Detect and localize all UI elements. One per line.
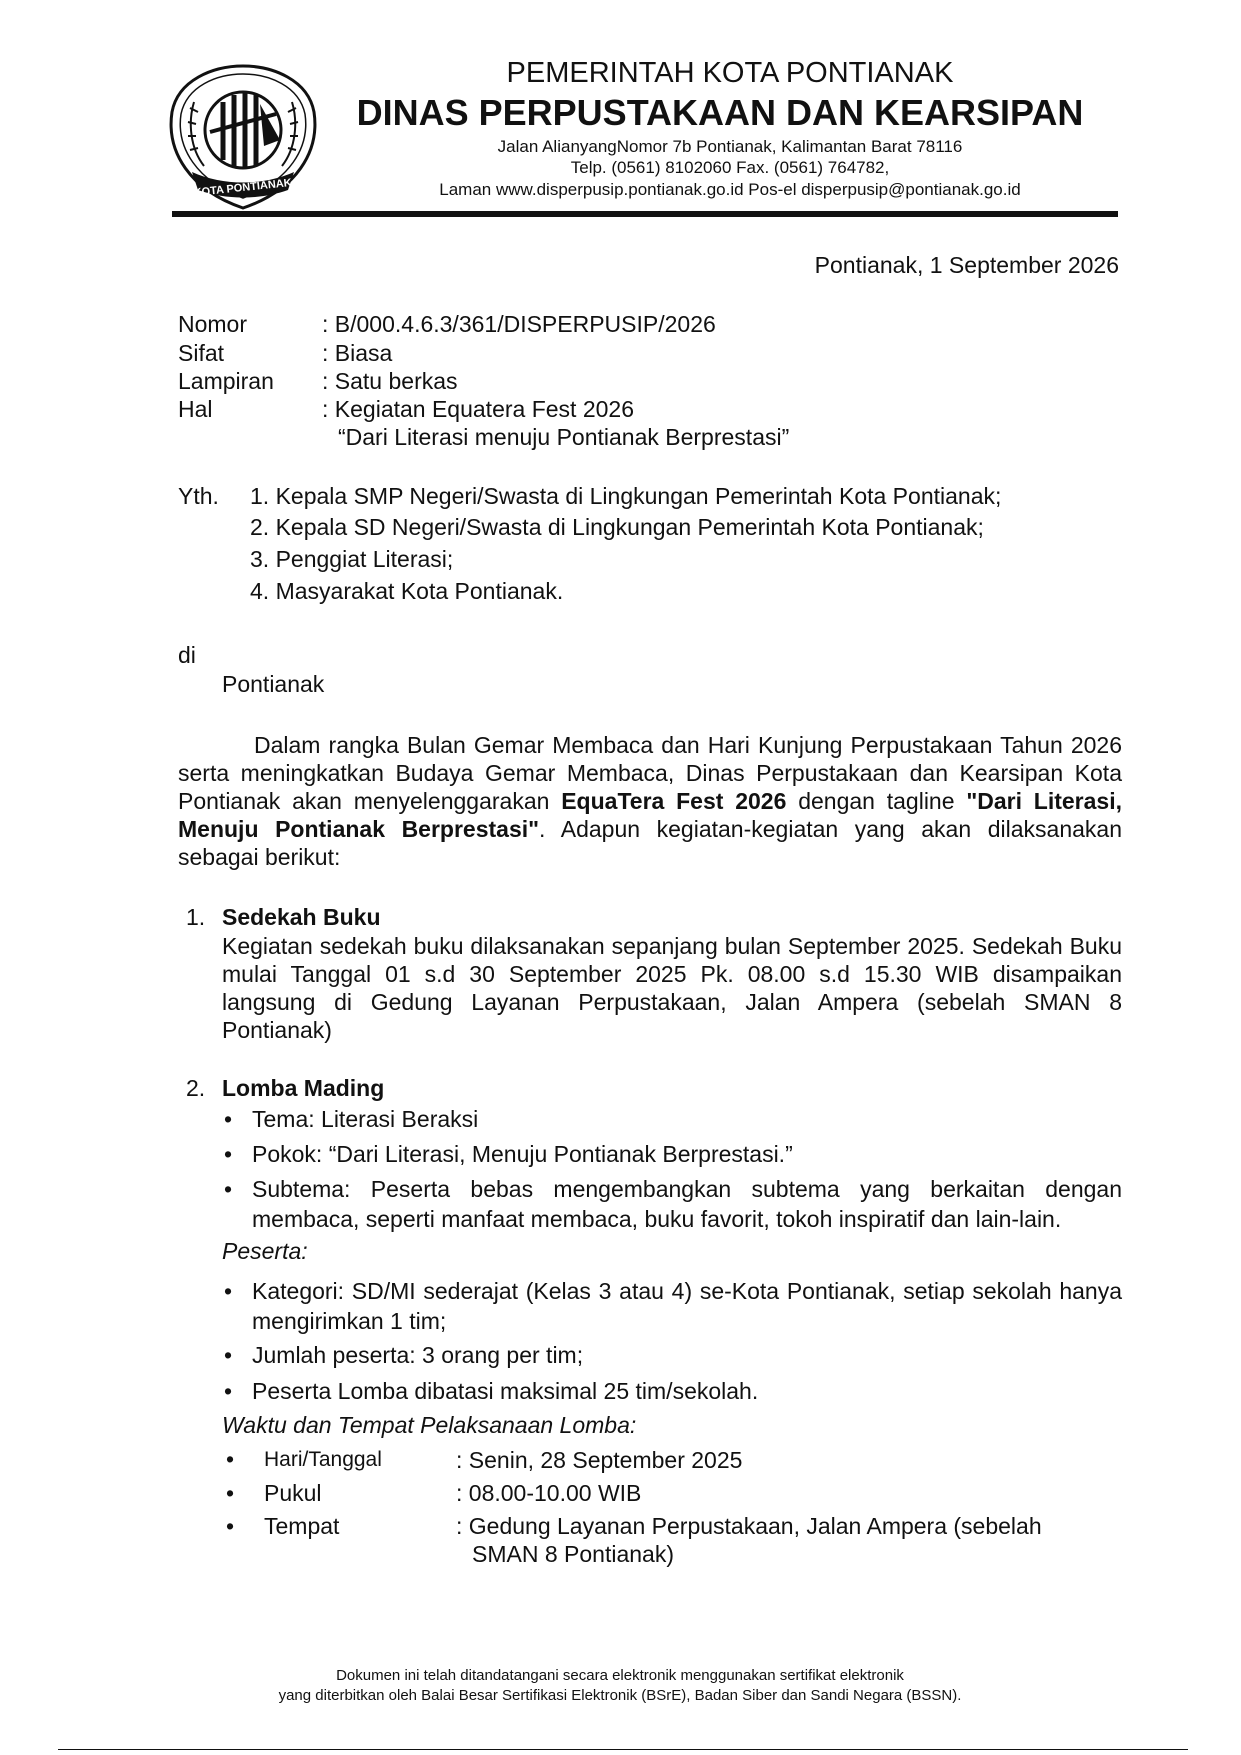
section-body: Kegiatan sedekah buku dilaksanakan sepanjang bulan September 2025. Sedekah Buku mulai Tanggal 01 s.d 30 September 2025 Pk. 08.00 s.d 15.30 WIB disampaikan langsung di Gedung Layanan Perpustakaan, Jalan Ampera (sebelah SMAN 8 Pontianak) [222, 933, 1122, 1043]
peserta-heading: Peserta: [222, 1238, 308, 1264]
waktu-value-tempat-cont: SMAN 8 Pontianak) [472, 1541, 674, 1567]
government-name: PEMERINTAH KOTA PONTIANAK [506, 57, 954, 89]
section-title: Sedekah Buku [222, 904, 381, 930]
esign-notice-line2: yang diterbitkan oleh Balai Besar Sertifikasi Elektronik (BSrE), Badan Siber dan Sandi Negara (BSSN). [278, 1687, 962, 1704]
waktu-label-pukul: Pukul [264, 1480, 322, 1506]
waktu-heading: Waktu dan Tempat Pelaksanaan Lomba: [222, 1412, 637, 1438]
meta-value-hal: : Kegiatan Equatera Fest 2026 [322, 396, 634, 422]
waktu-value-tempat: : Gedung Layanan Perpustakaan, Jalan Ampera (sebelah [456, 1513, 1042, 1539]
waktu-label-tempat: Tempat [264, 1513, 340, 1539]
waktu-value-hari: : Senin, 28 September 2025 [456, 1447, 743, 1473]
event-name: EquaTera Fest 2026 [561, 788, 787, 814]
meta-label-nomor: Nomor [178, 311, 248, 337]
place-date: Pontianak, 1 September 2026 [814, 252, 1119, 278]
bullet-text: Tema: Literasi Beraksi [252, 1106, 479, 1132]
meta-label-hal: Hal [178, 396, 213, 422]
meta-label-lampiran: Lampiran [178, 368, 274, 394]
bullet-text: Kategori: SD/MI sederajat (Kelas 3 atau 4) se-Kota Pontianak, setiap sekolah hanya mengirimkan 1 tim; [252, 1278, 1122, 1334]
recipient-city: Pontianak [222, 671, 325, 697]
recipient-item: 2. Kepala SD Negeri/Swasta di Lingkungan Pemerintah Kota Pontianak; [250, 514, 984, 540]
bullet-text: Jumlah peserta: 3 orang per tim; [252, 1342, 584, 1368]
bullet-glyph: • [226, 1446, 235, 1472]
event-tagline: "Dari Literasi, Menuju Pontianak Berprestasi" [178, 788, 1122, 842]
section-title: Lomba Mading [222, 1075, 385, 1101]
bullet-glyph: • [224, 1141, 233, 1167]
agency-phone: Telp. (0561) 8102060 Fax. (0561) 764782, [570, 158, 890, 177]
bullet-glyph: • [224, 1342, 233, 1368]
bullet-glyph: • [226, 1513, 235, 1539]
meta-value-lampiran: : Satu berkas [322, 368, 458, 394]
kota-pontianak-logo [168, 62, 318, 212]
bullet-glyph: • [224, 1106, 233, 1132]
meta-value-nomor: : B/000.4.6.3/361/DISPERPUSIP/2026 [322, 311, 716, 337]
section-number: 1. [186, 904, 206, 930]
meta-value-sifat: : Biasa [322, 340, 393, 366]
section-number: 2. [186, 1075, 206, 1101]
bullet-text: Peserta Lomba dibatasi maksimal 25 tim/sekolah. [252, 1378, 759, 1404]
recipient-di: di [178, 642, 196, 668]
agency-website: Laman www.disperpusip.pontianak.go.id Pos-el disperpusip@pontianak.go.id [439, 180, 1021, 199]
logo-ribbon-text: KOTA PONTIANAK [193, 176, 293, 200]
recipient-item: 4. Masyarakat Kota Pontianak. [250, 578, 564, 604]
esign-notice-line1: Dokumen ini telah ditandatangani secara elektronik menggunakan sertifikat elektronik [336, 1667, 904, 1684]
bullet-glyph: • [224, 1176, 233, 1202]
bullet-glyph: • [224, 1278, 233, 1304]
page-bottom-rule [58, 1749, 1188, 1750]
waktu-value-pukul: : 08.00-10.00 WIB [456, 1480, 642, 1506]
agency-name: DINAS PERPUSTAKAAN DAN KEARSIPAN [356, 92, 1084, 133]
bullet-text: Subtema: Peserta bebas mengembangkan subtema yang berkaitan dengan membaca, seperti manfaat membaca, buku favorit, tokoh inspiratif dan lain-lain. [252, 1176, 1122, 1232]
hal-tagline: “Dari Literasi menuju Pontianak Berprestasi” [338, 424, 790, 450]
meta-label-sifat: Sifat [178, 340, 225, 366]
recipient-item: 3. Penggiat Literasi; [250, 546, 454, 572]
intro-paragraph: Dalam rangka Bulan Gemar Membaca dan Hari Kunjung Perpustakaan Tahun 2026 serta meningkatkan Budaya Gemar Membaca, Dinas Perpustakaan dan Kearsipan Kota Pontianak akan menyelenggarakan EquaTera Fest 2026 dengan tagline "Dari Literasi, Menuju Pontianak Berprestasi". Adapun kegiatan-kegiatan yang akan dilaksanakan sebagai berikut: [178, 732, 1122, 870]
agency-address: Jalan AlianyangNomor 7b Pontianak, Kalimantan Barat 78116 [497, 137, 963, 156]
bullet-glyph: • [226, 1480, 235, 1506]
recipient-item: 1. Kepala SMP Negeri/Swasta di Lingkungan Pemerintah Kota Pontianak; [250, 483, 1002, 509]
waktu-label-hari: Hari/Tanggal [264, 1448, 382, 1471]
letterhead-divider [172, 211, 1118, 217]
bullet-glyph: • [224, 1378, 233, 1404]
bullet-text: Pokok: “Dari Literasi, Menuju Pontianak Berprestasi.” [252, 1141, 793, 1167]
recipient-label: Yth. [178, 483, 219, 509]
